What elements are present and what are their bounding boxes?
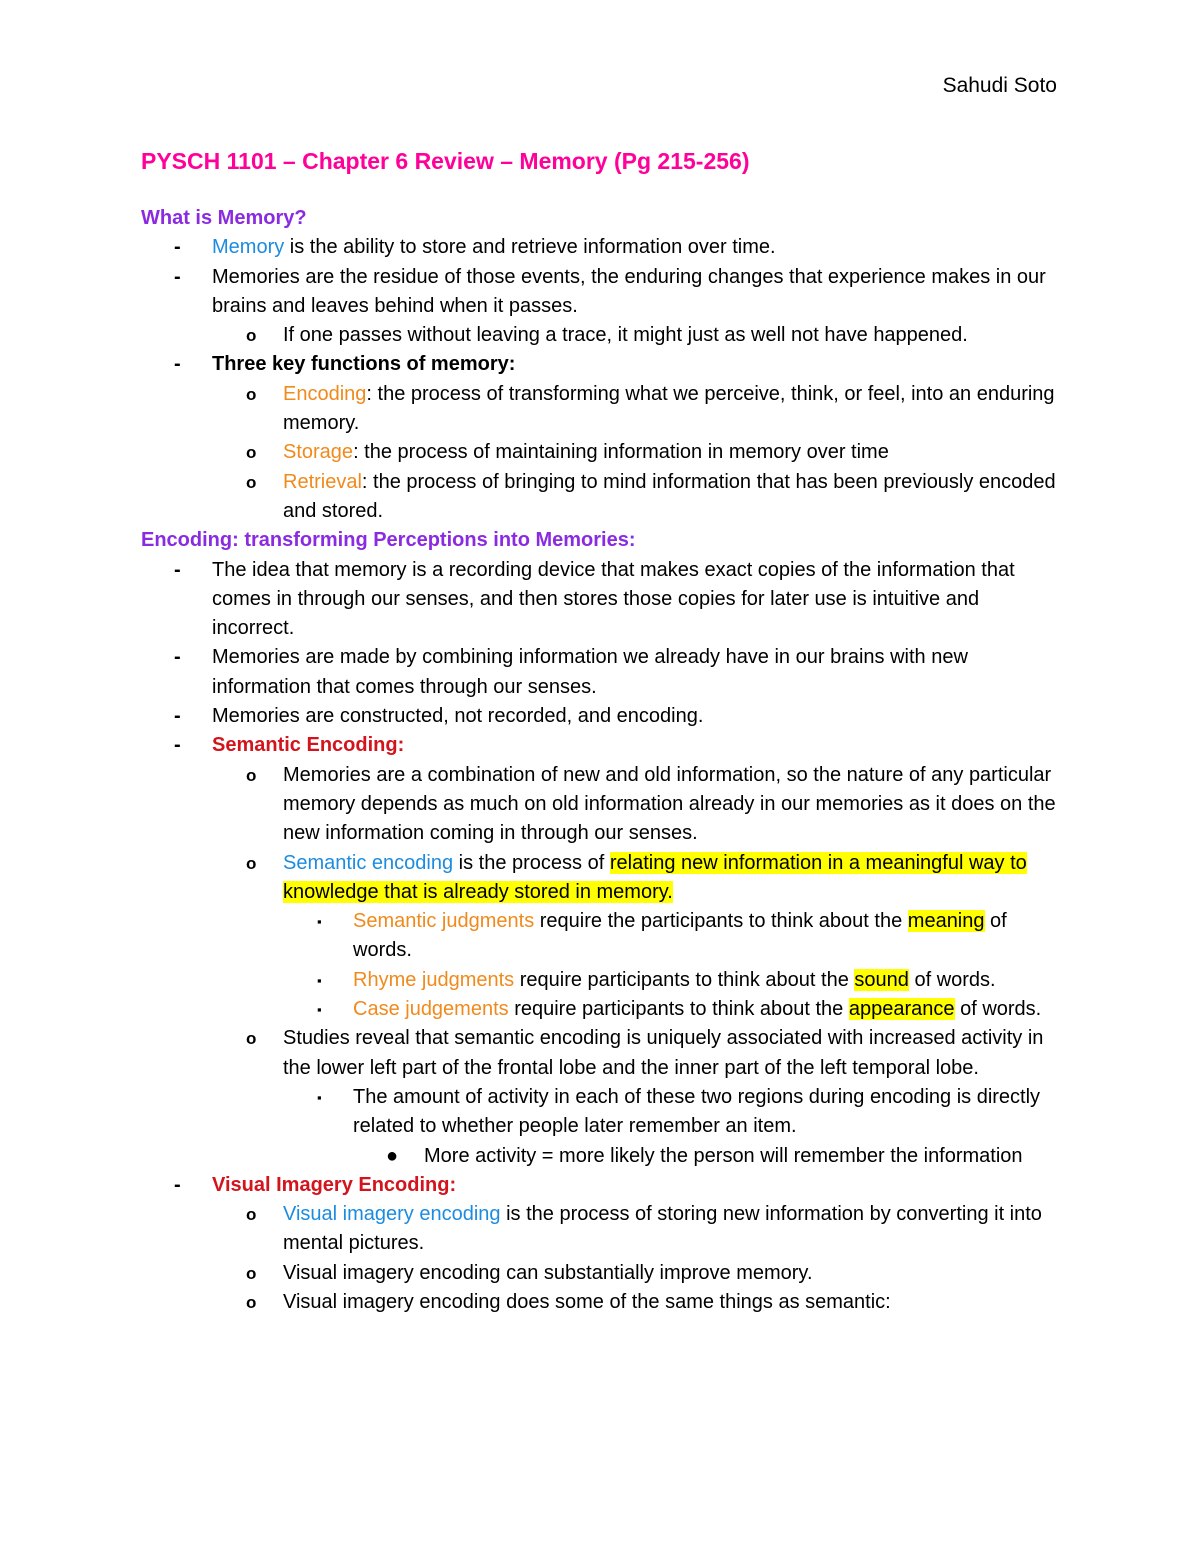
square-bullet: ▪ <box>317 1089 322 1105</box>
item-text: require the participants to think about the <box>534 910 908 933</box>
term-retrieval: Retrieval <box>283 470 362 493</box>
list-item <box>141 1171 1061 1200</box>
item-text: Memories are the residue of those events, the enduring changes that experience makes in our brains and leaves behind when it passes. <box>212 265 1046 317</box>
square-bullet: ▪ <box>317 1002 322 1018</box>
list-item <box>141 761 1061 849</box>
list-item <box>141 966 1061 995</box>
circle-bullet: o <box>246 853 257 873</box>
term-case-judgements: Case judgements <box>353 998 509 1021</box>
list-item <box>141 643 1061 702</box>
circle-bullet: o <box>246 472 257 492</box>
item-text: Memories are constructed, not recorded, and encoding. <box>212 705 704 728</box>
item-text: is the process of storing new information by converting it into mental pictures. <box>283 1203 1042 1255</box>
list-item <box>141 233 1061 262</box>
highlighted-text: relating new information in a meaningful way to knowledge that is already stored in memory. <box>283 851 1027 903</box>
dash-bullet: - <box>174 265 181 288</box>
list-item <box>141 1288 1061 1317</box>
list-item <box>141 556 1061 644</box>
item-text: of words. <box>954 998 1042 1021</box>
item-text: require participants to think about the <box>514 968 855 991</box>
list-item <box>141 702 1061 731</box>
item-text: is the ability to store and retrieve information over time. <box>284 236 776 259</box>
dash-bullet: - <box>174 353 181 376</box>
list-item <box>141 1259 1061 1288</box>
list-item <box>141 1200 1061 1259</box>
list-item <box>141 438 1061 467</box>
list-item <box>141 263 1061 322</box>
circle-bullet: o <box>246 384 257 404</box>
item-text: : the process of transforming what we perceive, think, or feel, into an enduring memory. <box>283 382 1055 435</box>
list-item <box>141 995 1061 1024</box>
subheading-visual-imagery-encoding: Visual Imagery Encoding: <box>212 1173 457 1196</box>
item-text: The idea that memory is a recording device that makes exact copies of the information that comes in through our senses, and then stores those copies for later use is intuitive and incorrect. <box>212 558 1015 640</box>
term-rhyme-judgments: Rhyme judgments <box>353 968 515 991</box>
dash-bullet: - <box>174 734 181 757</box>
item-text: Visual imagery encoding can substantially improve memory. <box>283 1261 813 1284</box>
subheading-semantic-encoding: Semantic Encoding: <box>212 734 405 757</box>
item-text: : the process of maintaining information in memory over time <box>353 441 889 464</box>
item-text: Visual imagery encoding does some of the same things as semantic: <box>283 1290 891 1313</box>
dash-bullet: - <box>174 705 181 728</box>
circle-bullet: o <box>246 1029 257 1049</box>
dash-bullet: - <box>174 1173 181 1196</box>
list-item <box>141 907 1061 966</box>
list-item <box>141 321 1061 350</box>
item-text: of words. <box>353 910 1007 962</box>
list-item <box>141 468 1061 527</box>
item-text: The amount of activity in each of these two regions during encoding is directly related to whether people later remember an item. <box>353 1085 1041 1138</box>
list-item <box>141 849 1061 908</box>
square-bullet: ▪ <box>317 972 322 988</box>
term-memory: Memory <box>212 236 285 259</box>
list-item <box>141 1083 1061 1142</box>
item-text: of words. <box>908 968 996 991</box>
list-item <box>141 1142 1061 1171</box>
term-encoding: Encoding <box>283 382 367 405</box>
item-text: If one passes without leaving a trace, it might just as well not have happened. <box>283 324 968 347</box>
item-text: : the process of bringing to mind information that has been previously encoded and stored. <box>283 470 1056 522</box>
section-heading-encoding: Encoding: transforming Perceptions into Memories: <box>141 529 636 552</box>
list-item <box>141 1024 1061 1083</box>
item-text: Three key functions of memory: <box>212 353 516 376</box>
highlighted-text: meaning <box>907 910 985 933</box>
term-storage: Storage <box>283 441 354 464</box>
list-item <box>141 350 1061 379</box>
circle-bullet: o <box>246 765 257 785</box>
dot-bullet: ● <box>386 1144 399 1167</box>
document-body <box>141 204 1061 1317</box>
item-text: Studies reveal that semantic encoding is uniquely associated with increased activity in the lower left part of the frontal lobe and the inner part of the left temporal lobe. <box>283 1027 1044 1079</box>
circle-bullet: o <box>246 326 257 346</box>
term-visual-imagery-encoding: Visual imagery encoding <box>283 1203 501 1226</box>
term-semantic-encoding: Semantic encoding <box>283 851 454 874</box>
term-semantic-judgments: Semantic judgments <box>353 910 535 933</box>
square-bullet: ▪ <box>317 914 322 930</box>
document-title: PYSCH 1101 – Chapter 6 Review – Memory (Pg 215-256) <box>141 148 750 174</box>
list-item <box>141 380 1061 439</box>
item-text: is the process of <box>453 851 610 874</box>
circle-bullet: o <box>246 1292 257 1312</box>
dash-bullet: - <box>174 236 181 259</box>
circle-bullet: o <box>246 1263 257 1283</box>
circle-bullet: o <box>246 1205 257 1225</box>
item-text: require participants to think about the <box>508 998 849 1021</box>
highlighted-text: appearance <box>848 998 955 1021</box>
dash-bullet: - <box>174 646 181 669</box>
item-text: Memories are made by combining information we already have in our brains with new information that comes through our senses. <box>212 646 968 698</box>
list-item <box>141 731 1061 760</box>
author-name: Sahudi Soto <box>942 74 1057 97</box>
item-text: More activity = more likely the person will remember the information <box>424 1144 1023 1167</box>
highlighted-text: sound <box>854 968 909 991</box>
dash-bullet: - <box>174 558 181 581</box>
circle-bullet: o <box>246 443 257 463</box>
section-heading-what-is-memory: What is Memory? <box>141 207 307 229</box>
item-text: Memories are a combination of new and old information, so the nature of any particular memory depends as much on old information already in our memories as it does on the new information coming in through our senses. <box>283 763 1056 845</box>
